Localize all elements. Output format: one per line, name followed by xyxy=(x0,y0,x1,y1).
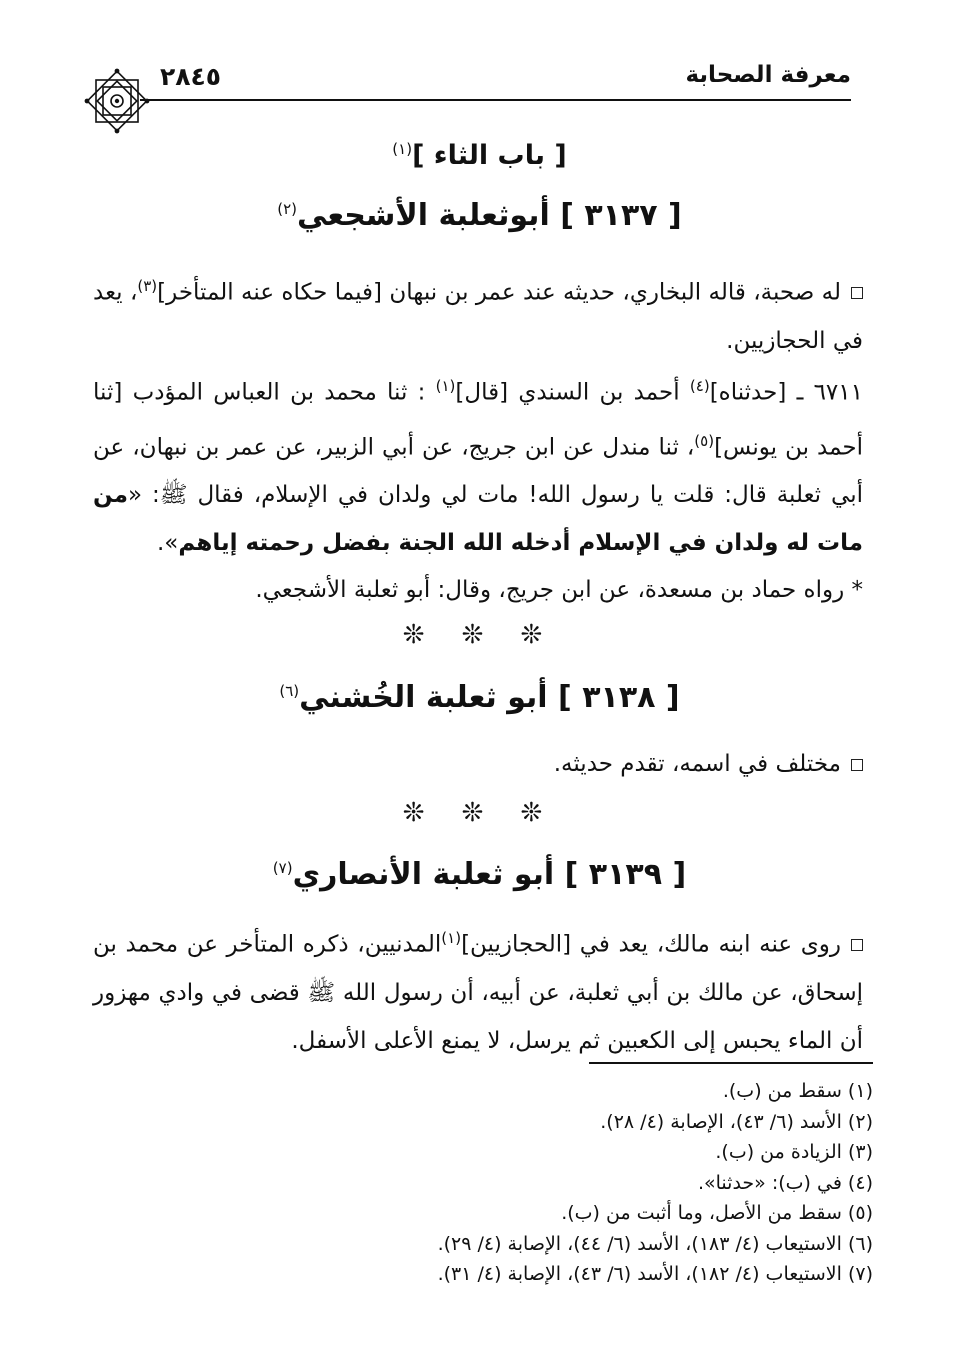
footnote-item: (٥) سقط من الأصل، وما أثبت من (ب). xyxy=(561,1202,873,1224)
footnote-rule xyxy=(589,1062,873,1064)
footnote-marker: (٣) xyxy=(137,277,158,295)
entry-heading xyxy=(0,198,959,233)
footnote-marker: (١) xyxy=(441,929,462,947)
hadith-text: ». xyxy=(156,530,179,557)
footnotes xyxy=(93,1076,873,1290)
footnote-marker: (٦) xyxy=(279,682,300,700)
note-text: * رواه حماد بن مسعدة، عن ابن جريج، وقال: أبو ثعلبة الأشجعي. xyxy=(255,577,863,603)
paragraph-text: روى عنه ابنه مالك، يعد في [الحجازيين] xyxy=(461,931,841,958)
footnote-item: (٧) الاستيعاب (٤/ ١٨٢)، الأسد (٦/ ٤٣)، الإصابة (٤/ ٣١). xyxy=(437,1263,873,1285)
square-bullet-icon xyxy=(851,287,863,299)
section-separator: ❊ ❊ ❊ xyxy=(402,798,557,828)
footnote-item: (٢) الأسد (٦/ ٤٣)، الإصابة (٤/ ٢٨). xyxy=(600,1110,873,1133)
section-separator: ❊ ❊ ❊ xyxy=(402,620,557,650)
entry-paragraph xyxy=(93,914,863,1065)
footnote-marker: (٧) xyxy=(272,859,293,877)
footnote-marker: (٤) xyxy=(689,377,710,395)
entry-paragraph xyxy=(93,262,863,365)
narration-note xyxy=(93,566,863,614)
footnote-item: (٤) في (ب): «حدثنا». xyxy=(697,1171,873,1194)
footnote-marker: (٥) xyxy=(694,431,715,450)
hadith-quote: من مات له ولدان في الإسلام أدخله الله الجنة بفضل رحمته إياهم xyxy=(93,482,863,557)
paragraph-text: المدنيين، ذكره المتأخر عن محمد بن إسحاق، عن مالك بن أبي ثعلبة، عن أبيه، أن رسول الله ﷺ قضى في وادي مهزور أن الماء يحبس إلى الكعبين ثم يرسل، لا يمنع الأعلى الأسفل. xyxy=(93,931,863,1054)
header-rule xyxy=(140,99,851,101)
hadith-text: ، ثنا مندل عن ابن جريج، عن أبي الزبير، عن عمر بن نبهان، عن أبي ثعلبة قال: قلت يا رسول الله! مات لي ولدان في الإسلام، فقال ﷺ: « xyxy=(93,434,863,509)
paragraph-text: ، يعد في الحجازيين. xyxy=(93,279,863,354)
entry-number: [ ٣١٣٩ ] xyxy=(564,857,687,892)
footnote-marker: (١) xyxy=(392,140,413,158)
entry-name: أبوثعلبة الأشجعي xyxy=(297,198,550,233)
paragraph-text: مختلف في اسمه، تقدم حديثه. xyxy=(553,751,841,777)
square-bullet-icon xyxy=(851,939,863,951)
entry-heading xyxy=(0,857,959,892)
entry-heading xyxy=(0,680,959,715)
entry-name: أبو ثعلبة الخُشني xyxy=(299,680,548,715)
square-bullet-icon xyxy=(851,759,863,771)
running-title: معرفة الصحابة xyxy=(685,62,851,88)
chapter-title: [ باب الثاء ] xyxy=(412,140,567,171)
footnote-marker: (١) xyxy=(435,377,456,395)
page-number: ٢٨٤٥ xyxy=(160,62,222,91)
entry-number: [ ٣١٣٧ ] xyxy=(560,198,682,233)
hadith-number: ٦٧١١ ـ [حدثناه] xyxy=(709,379,863,406)
footnote-marker: (٢) xyxy=(277,200,298,218)
footnote-item: (١) سقط من (ب). xyxy=(722,1080,873,1102)
hadith-text: : ثنا محمد بن العباس المؤدب [ثنا أحمد بن يونس] xyxy=(93,379,863,461)
entry-paragraph xyxy=(93,740,863,788)
entry-number: [ ٣١٣٨ ] xyxy=(558,680,680,715)
hadith-paragraph xyxy=(93,362,863,567)
entry-name: أبو ثعلبة الأنصاري xyxy=(292,857,555,892)
star-ornament-icon xyxy=(84,68,150,134)
chapter-heading xyxy=(0,140,959,171)
footnote-item: (٦) الاستيعاب (٤/ ١٨٣)، الأسد (٦/ ٤٤)، الإصابة (٤/ ٢٩). xyxy=(437,1232,873,1255)
paragraph-text: له صحبة، قاله البخاري، حديثه عند عمر بن نبهان [فيما حكاه عنه المتأخر] xyxy=(157,279,841,306)
footnote-item: (٣) الزيادة من (ب). xyxy=(715,1141,873,1163)
hadith-text: أحمد بن السندي [قال] xyxy=(455,379,690,406)
